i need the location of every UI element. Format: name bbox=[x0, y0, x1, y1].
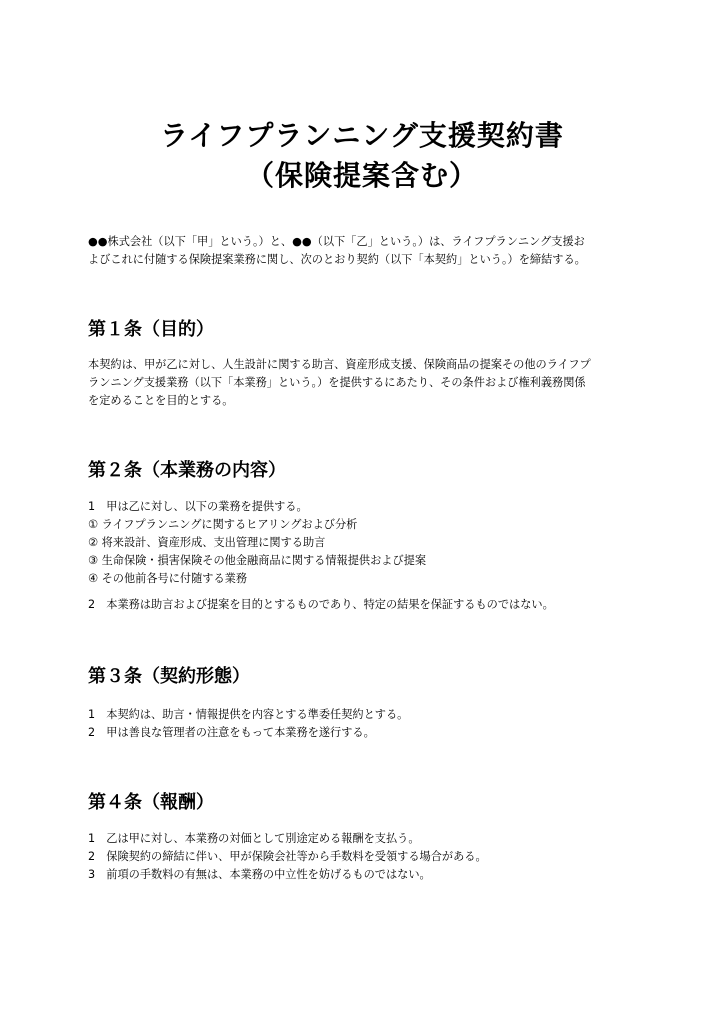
article-2-body bbox=[88, 498, 648, 588]
article-1-heading: 第１条（目的） bbox=[88, 319, 214, 340]
article-2-line: 2 本業務は助言および提案を目的とするものであり、特定の結果を保証するものではない。 bbox=[88, 598, 554, 611]
article-3-line: 2 甲は善良な管理者の注意をもって本業務を遂行する。 bbox=[88, 726, 375, 739]
article-4-heading: 第４条（報酬） bbox=[88, 792, 214, 813]
article-1-body bbox=[88, 356, 648, 410]
article-3-line: 1 本契約は、助言・情報提供を内容とする準委任契約とする。 bbox=[88, 708, 409, 721]
article-1-line: を定めることを目的とする。 bbox=[88, 394, 234, 407]
preamble bbox=[88, 233, 648, 269]
document-title: ライフプランニング支援契約書 bbox=[160, 119, 564, 152]
article-2-item: ② 将来設計、資産形成、支出管理に関する助言 bbox=[88, 536, 326, 549]
article-2-heading: 第２条（本業務の内容） bbox=[88, 460, 286, 481]
article-2-item: ③ 生命保険・損害保険その他金融商品に関する情報提供および提案 bbox=[88, 554, 427, 567]
article-1-line: ランニング支援業務（以下「本業務」という。）を提供するにあたり、その条件および権利義務関係 bbox=[88, 376, 586, 389]
article-4-line: 1 乙は甲に対し、本業務の対価として別途定める報酬を支払う。 bbox=[88, 832, 420, 845]
article-2-clause-2 bbox=[88, 596, 648, 614]
article-2-item: ① ライフプランニングに関するヒアリングおよび分析 bbox=[88, 518, 358, 531]
article-2-item: ④ その他前各号に付随する業務 bbox=[88, 572, 248, 585]
article-3-body bbox=[88, 706, 648, 742]
article-3-heading: 第３条（契約形態） bbox=[88, 666, 250, 687]
article-1-line: 本契約は、甲が乙に対し、人生設計に関する助言、資産形成支援、保険商品の提案その他のライフプ bbox=[88, 358, 591, 371]
article-4-line: 2 保険契約の締結に伴い、甲が保険会社等から手数料を受領する場合がある。 bbox=[88, 850, 487, 863]
preamble-line: よびこれに付随する保険提案業務に関し、次のとおり契約（以下「本契約」という。）を締結する。 bbox=[88, 253, 586, 266]
preamble-line: ●●株式会社（以下「甲」という。）と、●●（以下「乙」という。）は、ライフプランニング支援お bbox=[88, 235, 585, 248]
document-subtitle: （保険提案含む） bbox=[245, 159, 478, 192]
article-4-body bbox=[88, 830, 648, 884]
article-2-line: 1 甲は乙に対し、以下の業務を提供する。 bbox=[88, 500, 308, 513]
article-4-line: 3 前項の手数料の有無は、本業務の中立性を妨げるものではない。 bbox=[88, 868, 431, 881]
